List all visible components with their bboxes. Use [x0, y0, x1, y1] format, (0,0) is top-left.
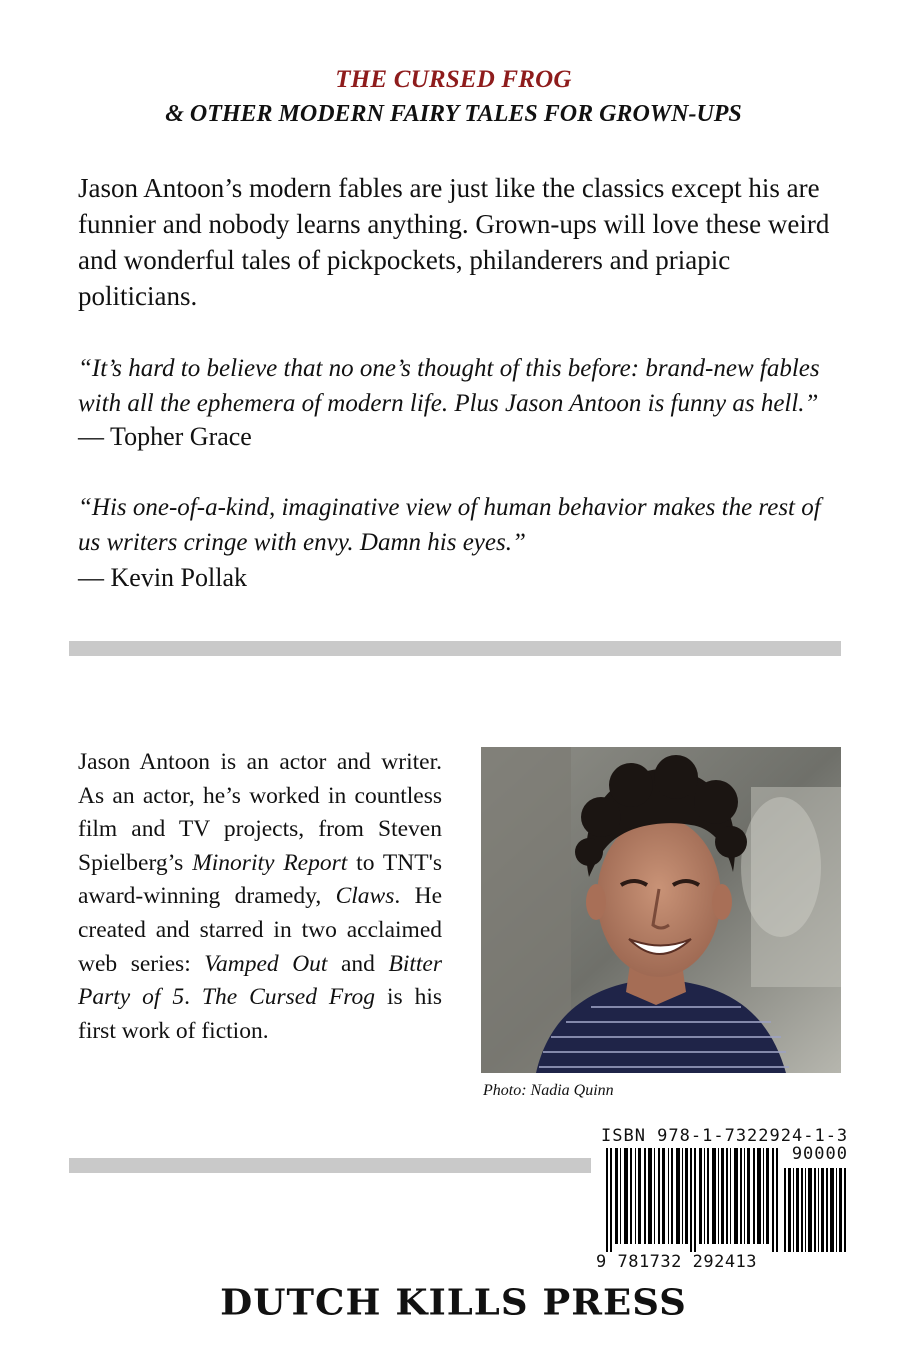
photo-caption: Photo: Nadia Quinn [483, 1082, 614, 1099]
bio-title-minority-report: Minority Report [192, 849, 348, 876]
bio-title-cursed-frog: The Cursed Frog [201, 984, 376, 1011]
quote-2: “His one-of-a-kind, imaginative view of human behavior makes the rest of us writers cringe with envy. Damn his eyes.” [78, 494, 821, 556]
quote-1-attribution: — Topher Grace [78, 422, 252, 451]
quote-2-attribution: — Kevin Pollak [78, 563, 247, 592]
quote-1: “It’s hard to believe that no one’s thought of this before: brand-new fables with all the ephemera of modern life. Plus Jason Antoon is funny as hell.” [78, 355, 820, 417]
bio-title-claws: Claws [335, 883, 395, 910]
isbn-barcode [596, 1126, 850, 1272]
blurb-text: Jason Antoon’s modern fables are just like the classics except his are funnier and nobody learns anything. Grown-ups will love these weird and wonderful tales of pickpockets, philanderers and priapic politicians. [78, 173, 830, 311]
publisher-name: DUTCH KILLS PRESS [220, 1281, 687, 1323]
bio-title-vamped-out: Vamped Out [204, 950, 328, 977]
ean-barcode-bars [604, 1148, 780, 1252]
isbn-digits: 9 781732 292413 [596, 1252, 758, 1272]
bio-text-3: . He created and starred in two acclaimed web series: [78, 883, 443, 977]
price-code: 90000 [791, 1144, 848, 1164]
bio-text-6: is his first work of fiction. [78, 984, 442, 1044]
book-subtitle: & OTHER MODERN FAIRY TALES FOR GROWN-UPS [165, 101, 742, 127]
author-photo-illustration [481, 747, 841, 1073]
divider-bottom [69, 1158, 591, 1173]
bio-text-4: and [327, 950, 389, 977]
bio-text-1: Jason Antoon is an actor and writer. As an actor, he’s worked in countless film and TV projects, from Steven Spielberg’s [78, 749, 442, 876]
divider-top [69, 641, 841, 656]
isbn-label: ISBN 978-1-7322924-1-3 [601, 1126, 849, 1146]
author-photo [481, 747, 841, 1073]
bio-title-bitter-party: Bitter Party of 5 [78, 950, 443, 1011]
addon-barcode-bars [784, 1168, 846, 1252]
book-title: THE CURSED FROG [335, 66, 572, 93]
bio-text-2: to TNT's award-winning dramedy, [78, 849, 442, 910]
bio-text-5: . [184, 984, 202, 1011]
author-bio [78, 746, 442, 1048]
